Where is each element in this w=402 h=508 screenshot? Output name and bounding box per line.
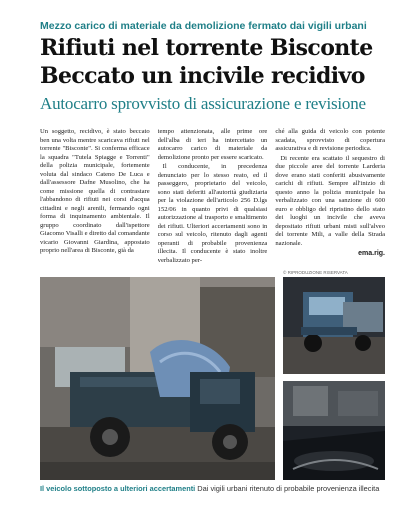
- headline-line-2: Beccato un incivile recidivo: [40, 63, 365, 89]
- body-paragraph: Di recente era scattato il sequestro di due piccole aree del torrente Larderia dove erano stati conferiti abusivamente carichi di rifiuti. Sempre all'inizio di questo anno la polizia municipale ha verbalizzato con una sanzione di 600 euro e obbligo del ripristino dello stato dei luoghi un incivile che aveva depositato rifiuti urbani misti sull'alveo del torrente Mili, a valle della Strada nazionale.: [275, 154, 386, 247]
- truck-loaded-photo: [40, 277, 275, 480]
- article-headline: [40, 34, 385, 90]
- night-road-photo: [283, 381, 385, 480]
- body-paragraph: Il conducente, in precedenza denunciato per lo stesso reato, ed il passeggero, proprietario del veicolo, sono stati deferiti all'autorità giudiziaria per la violazione dell'articolo 256 D.lgs 152/06 in quanto privi di qualsiasi autorizzazione al trasporto e smaltimento dei rifiuti. Ulteriori accertamenti sono in corso sul veicolo, ritenuto dagli agenti operanti di probabile provenienza illecita. Il conducente è stato inoltre verbalizzato per-: [157, 163, 268, 264]
- article-kicker: Mezzo carico di materiale da demolizione fermato dai vigili urbani: [40, 20, 367, 32]
- headline-line-1: Rifiuti nel torrente Bisconte: [40, 35, 373, 61]
- body-column-2: [158, 128, 268, 268]
- body-paragraph: ché alla guida di veicolo con potente scadata, sprovvisto di copertura assicurativa e di revisione periodica.: [275, 128, 386, 152]
- body-column-3: [275, 128, 385, 268]
- author-signature: ema.rig.: [358, 250, 386, 257]
- night-road-illustration: [283, 381, 385, 480]
- truck-front-illustration: [283, 277, 385, 374]
- article-body: [40, 128, 385, 268]
- caption-text: Dai vigili urbani ritenuto di probabile provenienza illecita: [195, 484, 380, 493]
- body-paragraph: tempo attenzionata, alle prime ore dell'alba di ieri ha intercettato un autocarro carico di materiale da demolizione pronto per essere scaricato.: [157, 128, 268, 161]
- body-column-1: [40, 128, 150, 268]
- photo-caption: [40, 484, 390, 493]
- article-subtitle: Autocarro sprovvisto di assicurazione e revisione: [40, 94, 366, 113]
- copyright-notice: © RIPRODUZIONE RISERVATA: [283, 270, 348, 275]
- truck-loaded-illustration: [40, 277, 275, 480]
- body-paragraph: Un soggetto, recidivo, è stato beccato ben una volta mentre scaricava rifiuti nel torrente "Bisconte". Si conferma efficace la squadra "Tutela Spiagge e Torrenti" della polizia municipale, fortemente voluta dal sindaco Cateno De Luca e dall'assessore Dafne Musolino, che ha come missione quella di contrastare l'abbandono di rifiuti nei corsi d'acqua cittadini e negli arenili, fermando ogni forma di inquinamento ambientale. Il gruppo coordinato dall'ispettore Giacomo Visalli e diretto dal comandante vicario Giovanni Giardina, appostato proprio nell'area di Bisconte, già da: [40, 128, 150, 254]
- caption-lead: Il veicolo sottoposto a ulteriori accertamenti: [40, 484, 196, 493]
- truck-front-photo: [283, 277, 385, 374]
